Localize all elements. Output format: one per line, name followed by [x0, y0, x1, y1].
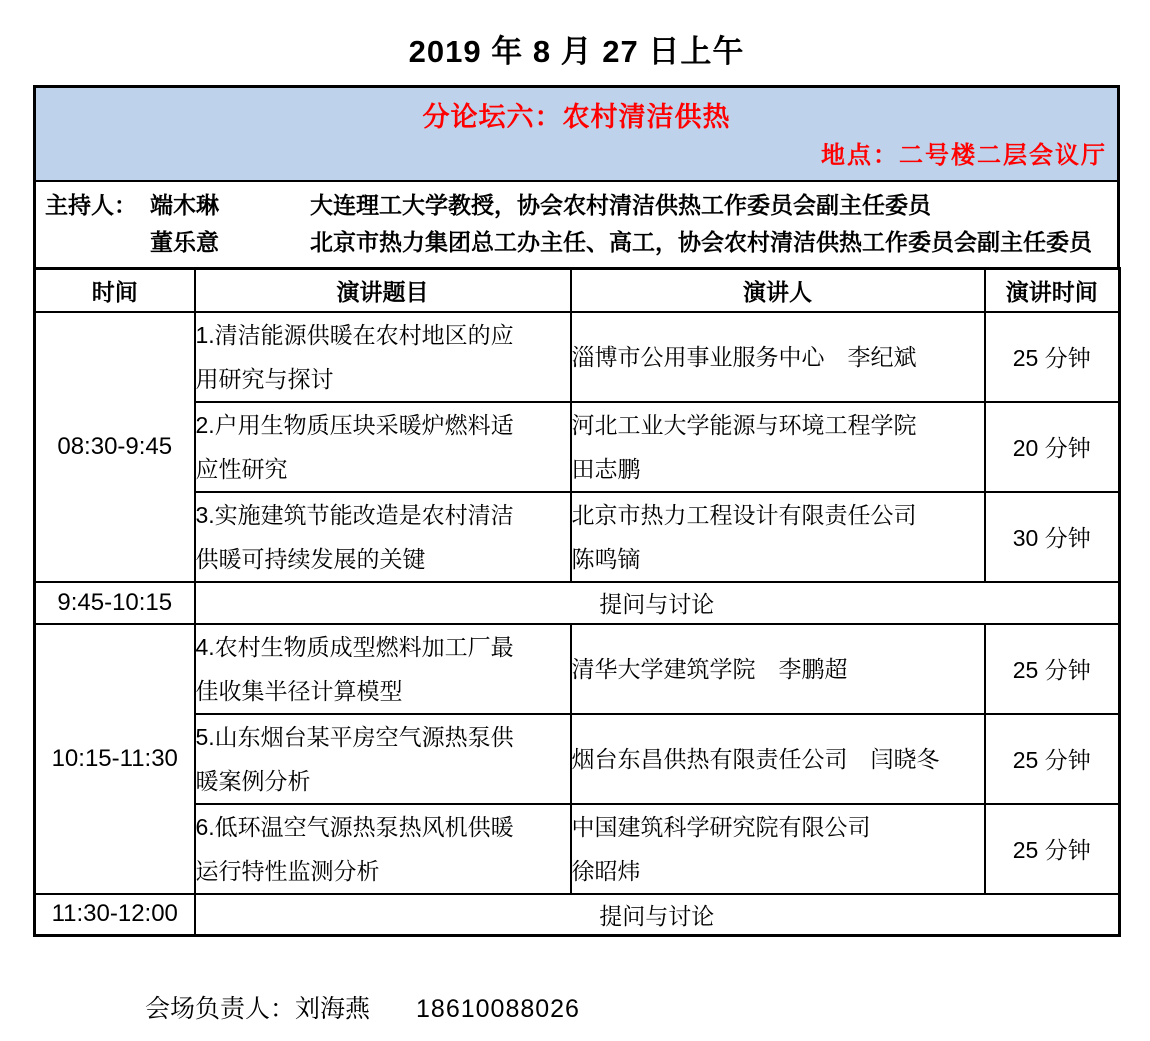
talk-duration: 25 分钟 [985, 312, 1120, 402]
forum-banner [33, 85, 1120, 182]
discussion-label: 提问与讨论 [195, 894, 1120, 936]
host-line-2 [45, 224, 1111, 261]
host-name: 端木琳 [150, 192, 219, 218]
talk-duration: 30 分钟 [985, 492, 1120, 582]
talk-duration: 25 分钟 [985, 624, 1120, 714]
column-header-speaker: 演讲人 [571, 269, 985, 312]
talk-title: 2.户用生物质压块采暖炉燃料适 应性研究 [195, 402, 571, 492]
hosts-section [33, 182, 1120, 267]
talk-speaker: 烟台东昌供热有限责任公司 闫晓冬 [571, 714, 985, 804]
talk-speaker: 淄博市公用事业服务中心 李纪斌 [571, 312, 985, 402]
table-row [35, 402, 1120, 492]
host-affiliation: 大连理工大学教授，协会农村清洁供热工作委员会副主任委员 [310, 192, 931, 218]
talk-speaker: 清华大学建筑学院 李鹏超 [571, 624, 985, 714]
session-time: 11:30-12:00 [35, 894, 195, 936]
talk-speaker: 河北工业大学能源与环境工程学院 田志鹏 [571, 402, 985, 492]
talk-duration: 20 分钟 [985, 402, 1120, 492]
talk-title: 5.山东烟台某平房空气源热泵供 暖案例分析 [195, 714, 571, 804]
table-row [35, 492, 1120, 582]
table-header-row [35, 269, 1120, 312]
talk-title: 4.农村生物质成型燃料加工厂最 佳收集半径计算模型 [195, 624, 571, 714]
talk-speaker: 中国建筑科学研究院有限公司 徐昭炜 [571, 804, 985, 894]
column-header-time: 时间 [35, 269, 195, 312]
discussion-label: 提问与讨论 [195, 582, 1120, 624]
forum-location: 地点：二号楼二层会议厅 [821, 142, 1107, 169]
talk-duration: 25 分钟 [985, 714, 1120, 804]
table-row [35, 804, 1120, 894]
session-time: 10:15-11:30 [35, 624, 195, 894]
table-row [35, 624, 1120, 714]
hosts-label: 主持人： [45, 192, 137, 218]
venue-manager: 会场负责人：刘海燕 [145, 995, 371, 1023]
host-line-1 [45, 187, 1111, 224]
column-header-duration: 演讲时间 [985, 269, 1120, 312]
talk-duration: 25 分钟 [985, 804, 1120, 894]
table-row [35, 312, 1120, 402]
table-row [35, 714, 1120, 804]
table-row [35, 582, 1120, 624]
footer [33, 989, 1120, 1025]
session-time: 08:30-9:45 [35, 312, 195, 582]
talk-title: 3.实施建筑节能改造是农村清洁 供暖可持续发展的关键 [195, 492, 571, 582]
host-affiliation: 北京市热力集团总工办主任、高工，协会农村清洁供热工作委员会副主任委员 [310, 229, 1092, 255]
talk-title: 1.清洁能源供暖在农村地区的应 用研究与探讨 [195, 312, 571, 402]
talk-speaker: 北京市热力工程设计有限责任公司 陈鸣镝 [571, 492, 985, 582]
host-name: 董乐意 [150, 229, 219, 255]
session-time: 9:45-10:15 [35, 582, 195, 624]
table-row [35, 894, 1120, 936]
schedule-table [33, 267, 1121, 937]
forum-title: 分论坛六：农村清洁供热 [422, 102, 731, 132]
page-title: 2019 年 8 月 27 日上午 [408, 34, 745, 69]
column-header-title: 演讲题目 [195, 269, 571, 312]
talk-title: 6.低环温空气源热泵热风机供暖 运行特性监测分析 [195, 804, 571, 894]
phone-number: 18610088026 [416, 995, 580, 1023]
